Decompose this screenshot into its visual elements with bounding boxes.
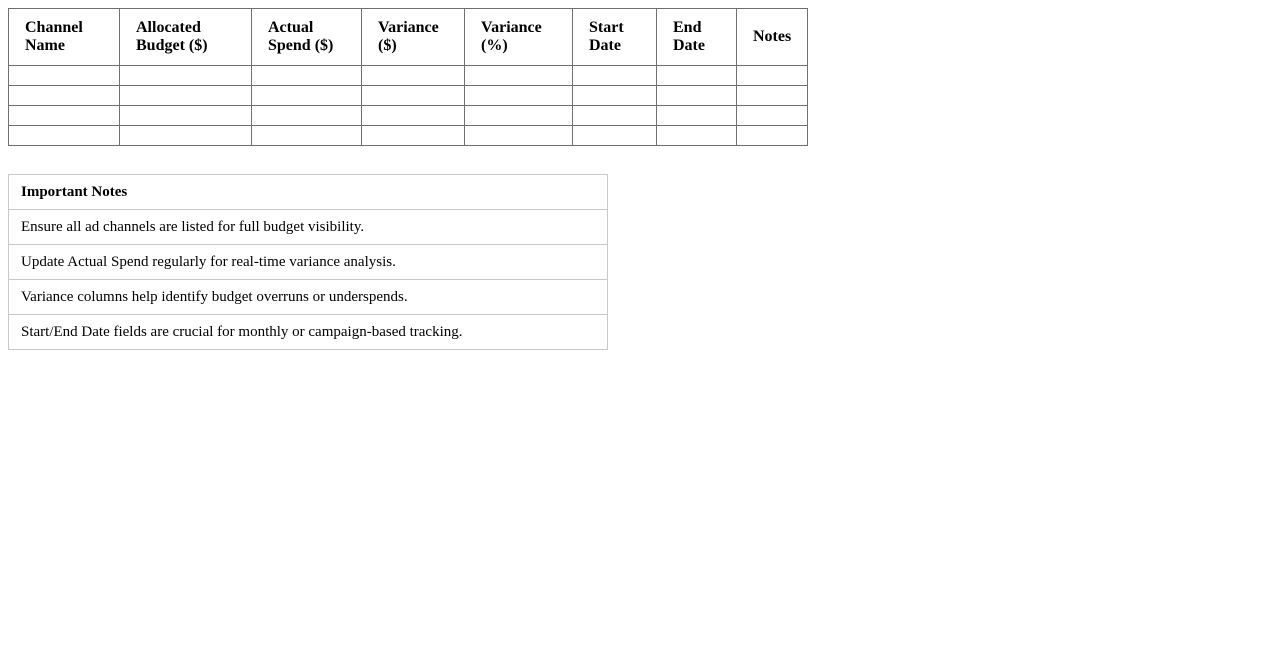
notes-body: [9, 210, 608, 350]
header-channel-name-line1: Channel: [25, 19, 83, 36]
header-end-date: [657, 9, 737, 66]
table-cell[interactable]: [9, 86, 120, 106]
table-row: [9, 106, 808, 126]
table-cell[interactable]: [657, 106, 737, 126]
notes-title: Important Notes: [9, 175, 608, 210]
header-allocated-budget-line1: Allocated: [136, 19, 201, 36]
note-item: Start/End Date fields are crucial for monthly or campaign-based tracking.: [9, 315, 608, 350]
table-cell[interactable]: [657, 86, 737, 106]
notes-row: [9, 280, 608, 315]
budget-table-body: [9, 66, 808, 146]
table-cell[interactable]: [573, 66, 657, 86]
table-cell[interactable]: [737, 126, 808, 146]
table-cell[interactable]: [120, 66, 252, 86]
header-variance-percent-line1: Variance: [481, 19, 542, 36]
header-end-date-line2: Date: [673, 37, 705, 54]
table-row: [9, 66, 808, 86]
note-item: Ensure all ad channels are listed for full budget visibility.: [9, 210, 608, 245]
table-cell[interactable]: [737, 66, 808, 86]
notes-title-row: [9, 175, 608, 210]
header-row: [9, 9, 808, 66]
header-variance-percent: [465, 9, 573, 66]
header-channel-name-line2: Name: [25, 37, 65, 54]
notes-header: [9, 175, 608, 210]
notes-row: [9, 210, 608, 245]
note-item: Update Actual Spend regularly for real-time variance analysis.: [9, 245, 608, 280]
note-item: Variance columns help identify budget overruns or underspends.: [9, 280, 608, 315]
header-variance-percent-line2: (%): [481, 37, 508, 54]
table-cell[interactable]: [252, 86, 362, 106]
important-notes-panel: [8, 174, 608, 350]
table-cell[interactable]: [465, 126, 573, 146]
header-variance-dollars-line2: ($): [378, 37, 397, 54]
table-cell[interactable]: [737, 86, 808, 106]
table-cell[interactable]: [252, 106, 362, 126]
table-cell[interactable]: [465, 66, 573, 86]
notes-row: [9, 315, 608, 350]
table-cell[interactable]: [362, 86, 465, 106]
table-cell[interactable]: [465, 86, 573, 106]
header-actual-spend: [252, 9, 362, 66]
header-end-date-line1: End: [673, 19, 702, 36]
table-cell[interactable]: [737, 106, 808, 126]
table-cell[interactable]: [9, 66, 120, 86]
header-actual-spend-line1: Actual: [268, 19, 314, 36]
budget-table-header: [9, 9, 808, 66]
table-row: [9, 86, 808, 106]
header-variance-dollars-line1: Variance: [378, 19, 439, 36]
table-cell[interactable]: [362, 66, 465, 86]
table-cell[interactable]: [657, 66, 737, 86]
header-actual-spend-line2: Spend ($): [268, 37, 334, 54]
header-variance-dollars: [362, 9, 465, 66]
table-row: [9, 126, 808, 146]
header-allocated-budget: [120, 9, 252, 66]
notes-row: [9, 245, 608, 280]
table-cell[interactable]: [120, 126, 252, 146]
table-cell[interactable]: [573, 86, 657, 106]
table-cell[interactable]: [465, 106, 573, 126]
header-start-date-line2: Date: [589, 37, 621, 54]
table-cell[interactable]: [573, 106, 657, 126]
header-notes-line1: Notes: [753, 28, 792, 45]
table-cell[interactable]: [362, 106, 465, 126]
header-allocated-budget-line2: Budget ($): [136, 37, 208, 54]
table-cell[interactable]: [9, 106, 120, 126]
table-cell[interactable]: [252, 66, 362, 86]
table-cell[interactable]: [120, 106, 252, 126]
budget-table: [8, 8, 808, 146]
table-cell[interactable]: [9, 126, 120, 146]
table-cell[interactable]: [657, 126, 737, 146]
table-cell[interactable]: [252, 126, 362, 146]
header-channel-name: [9, 9, 120, 66]
table-cell[interactable]: [120, 86, 252, 106]
table-cell[interactable]: [573, 126, 657, 146]
header-start-date-line1: Start: [589, 19, 624, 36]
table-cell[interactable]: [362, 126, 465, 146]
header-start-date: [573, 9, 657, 66]
header-notes: [737, 9, 808, 66]
